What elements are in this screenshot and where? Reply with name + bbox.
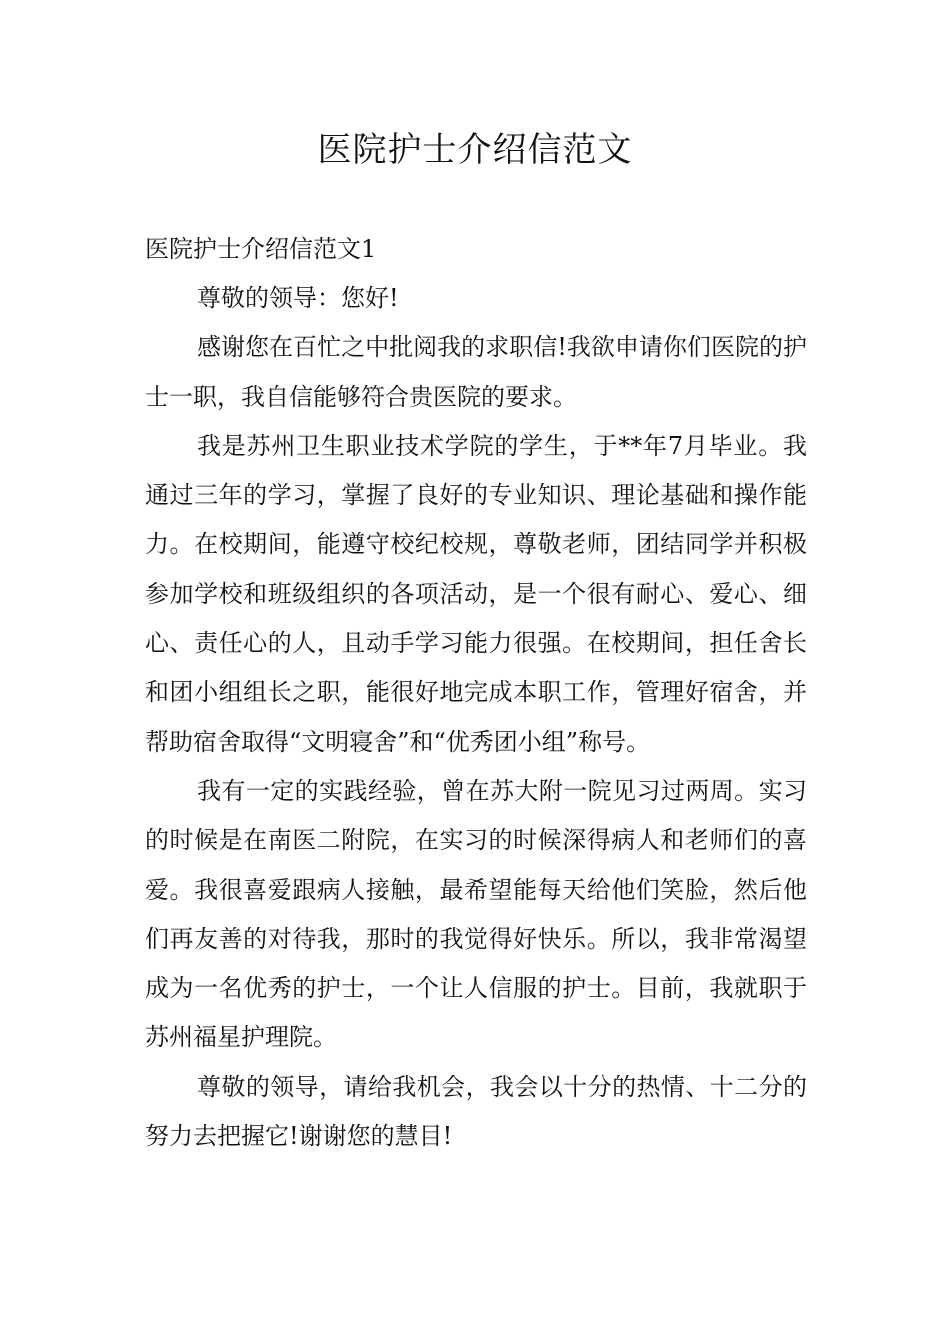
document-title: 医院护士介绍信范文 xyxy=(317,130,633,170)
paragraph-experience: 我有一定的实践经验，曾在苏大附一院见习过两周。实习的时候是在南医二附院，在实习的时候深得病人和老师们的喜爱。我很喜爱跟病人接触，最希望能每天给他们笑脸，然后他们再友善的对待我，那时的我觉得好快乐。所以，我非常渴望成为一名优秀的护士，一个让人信服的护士。目前，我就职于苏州福星护理院。 xyxy=(145,776,807,1052)
section-heading: 医院护士介绍信范文1 xyxy=(145,235,377,263)
document-body xyxy=(145,224,807,1161)
paragraph-education: 我是苏州卫生职业技术学院的学生，于**年7月毕业。我通过三年的学习，掌握了良好的专业知识、理论基础和操作能力。在校期间，能遵守校纪校规，尊敬老师，团结同学并积极参加学校和班级组织的各项活动，是一个很有耐心、爱心、细心、责任心的人，且动手学习能力很强。在校期间，担任舍长和团小组组长之职，能很好地完成本职工作，管理好宿舍，并帮助宿舍取得“文明寝舍”和“优秀团小组”称号。 xyxy=(145,431,807,756)
paragraph-intro: 感谢您在百忙之中批阅我的求职信!我欲申请你们医院的护士一职，我自信能够符合贵医院的要求。 xyxy=(145,333,807,411)
paragraph-closing: 尊敬的领导，请给我机会，我会以十分的热情、十二分的努力去把握它!谢谢您的慧目! xyxy=(145,1072,807,1151)
salutation: 尊敬的领导：您好! xyxy=(197,284,399,312)
